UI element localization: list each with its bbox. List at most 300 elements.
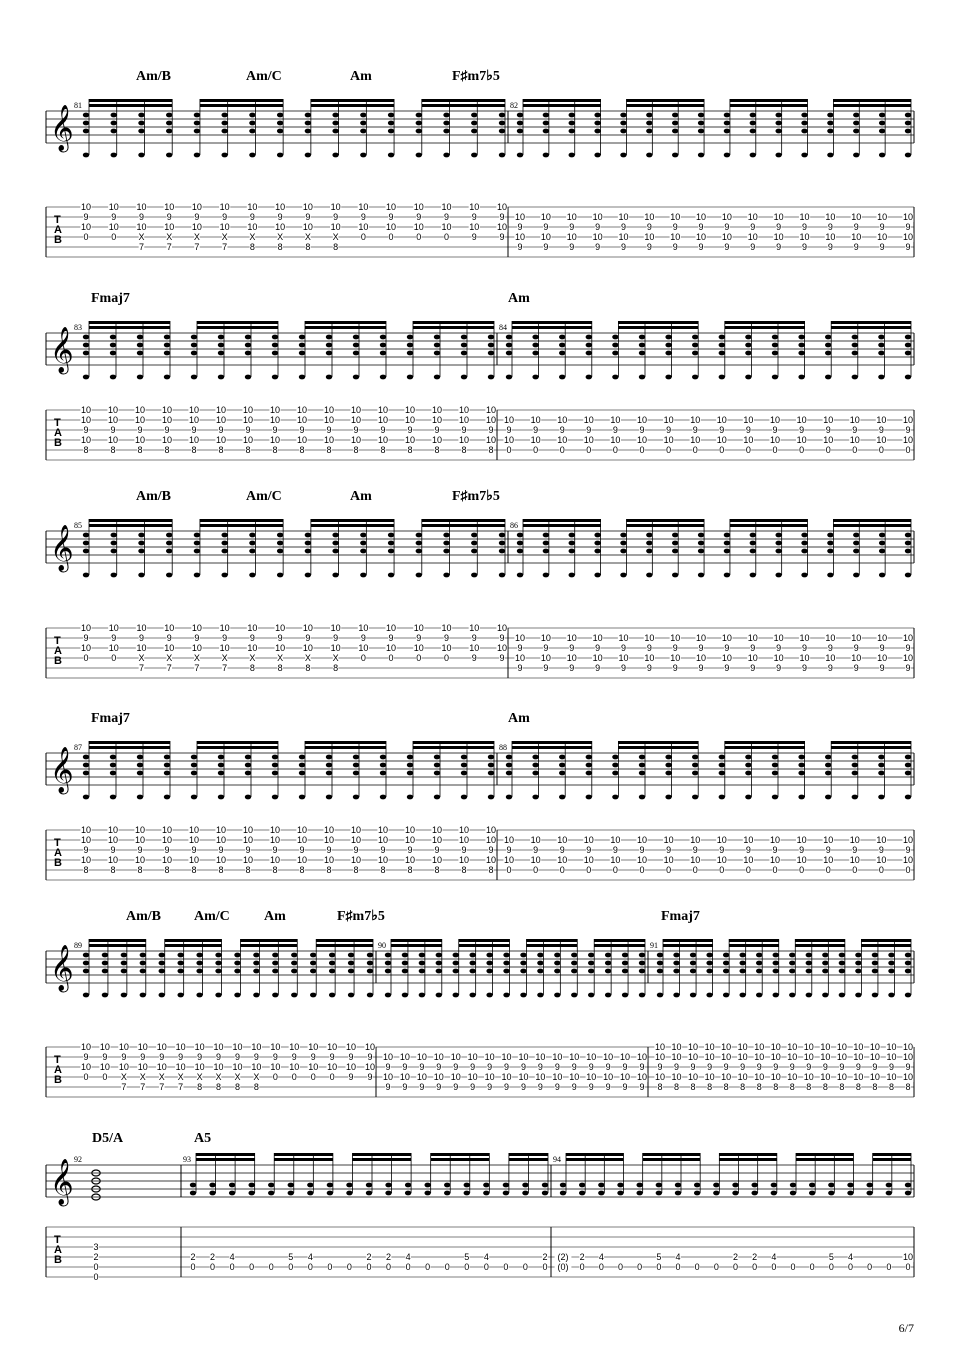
notehead [436, 961, 442, 966]
notehead [571, 993, 577, 998]
tab-number: 9 [218, 845, 224, 855]
system-5 [46, 909, 914, 1097]
tab-number: 10 [770, 1052, 781, 1062]
notehead [83, 351, 89, 356]
tab-number: 9 [191, 845, 197, 855]
notehead [253, 961, 259, 966]
tab-number: 8 [789, 1082, 795, 1092]
notehead [310, 969, 316, 974]
notehead [434, 771, 440, 776]
tab-number: 9 [470, 1062, 476, 1072]
notehead [277, 573, 283, 578]
notehead [83, 969, 89, 974]
notehead [571, 961, 577, 966]
notehead [665, 375, 671, 380]
notehead [559, 763, 565, 768]
tab-number: 9 [879, 663, 885, 673]
tab-number: 10 [346, 1042, 357, 1052]
tab-number: 10 [586, 1072, 597, 1082]
notehead [827, 129, 833, 134]
beam [594, 939, 645, 942]
notehead [503, 953, 509, 958]
tab-number: 9 [471, 232, 477, 242]
notehead [190, 1191, 196, 1196]
tab-number: 10 [164, 222, 175, 232]
tab-number: 10 [188, 855, 200, 865]
notehead [483, 1191, 489, 1196]
beam [523, 99, 601, 102]
tab-number: 10 [620, 1072, 631, 1082]
notehead [385, 969, 391, 974]
tab-number: 9 [789, 1062, 795, 1072]
notehead [416, 533, 422, 538]
notehead [698, 533, 704, 538]
tab-number: 0 [386, 1262, 392, 1272]
notehead [360, 129, 366, 134]
notehead [750, 129, 756, 134]
notehead [194, 573, 200, 578]
notehead [499, 549, 505, 554]
notehead [488, 771, 494, 776]
tab-number: X [138, 653, 145, 663]
notehead [554, 961, 560, 966]
notehead [402, 993, 408, 998]
tab-number: 9 [471, 653, 477, 663]
tab-number: 8 [253, 1082, 259, 1092]
notehead [905, 771, 911, 776]
notehead [559, 375, 565, 380]
notehead [772, 375, 778, 380]
notehead [801, 129, 807, 134]
tab-number: 8 [905, 1082, 911, 1092]
system-4 [46, 711, 914, 880]
tab-number: 9 [719, 845, 725, 855]
tab-number: 10 [586, 1052, 597, 1062]
tab-number: X [332, 653, 339, 663]
notehead [672, 541, 678, 546]
notehead [672, 121, 678, 126]
tab-number: 10 [721, 232, 732, 242]
tab-number: 9 [419, 1062, 425, 1072]
tab-number: 10 [592, 633, 603, 643]
notehead [586, 335, 592, 340]
notehead [360, 533, 366, 538]
notehead [532, 763, 538, 768]
notehead [646, 533, 652, 538]
tab-number: 0 [905, 865, 911, 875]
notehead [888, 993, 894, 998]
tab-number: 8 [434, 445, 440, 455]
tab-number: 10 [721, 212, 732, 222]
tab-number: 0 [210, 1262, 216, 1272]
tab-number: 10 [501, 1072, 512, 1082]
tab-number: 10 [654, 1052, 666, 1062]
notehead [221, 113, 227, 118]
notehead [673, 961, 679, 966]
notehead [138, 121, 144, 126]
notehead [291, 953, 297, 958]
notehead [367, 961, 373, 966]
notehead [166, 153, 172, 158]
notehead [772, 755, 778, 760]
tab-number: 9 [853, 643, 859, 653]
tab-number: 9 [305, 633, 311, 643]
notehead [102, 961, 108, 966]
notehead [839, 961, 845, 966]
tab-number: 8 [197, 1082, 203, 1092]
tab-number: 7 [166, 663, 172, 673]
notehead [798, 763, 804, 768]
measure-number: 92 [74, 1155, 82, 1164]
notehead [249, 541, 255, 546]
notehead [866, 1183, 872, 1188]
tab-number: 0 [425, 1262, 431, 1272]
notehead [326, 335, 332, 340]
notehead [853, 121, 859, 126]
notehead [872, 953, 878, 958]
notehead [853, 533, 859, 538]
tab-number: 10 [296, 855, 308, 865]
tab-number: 8 [461, 865, 467, 875]
notehead [461, 795, 467, 800]
tab-number: 10 [399, 1052, 410, 1062]
notehead [739, 961, 745, 966]
notehead [121, 961, 127, 966]
notehead [665, 343, 671, 348]
tab-number: 9 [543, 643, 549, 653]
notehead [537, 993, 543, 998]
tab-number: 5 [656, 1252, 662, 1262]
tab-number: 10 [136, 643, 147, 653]
tab-number: 9 [471, 633, 477, 643]
tab-number: 9 [360, 633, 366, 643]
notehead [672, 533, 678, 538]
beam [643, 1153, 701, 1156]
tab-number: 10 [136, 222, 147, 232]
tab-number: 8 [333, 663, 339, 673]
measure-84 [499, 291, 914, 455]
notehead [111, 129, 117, 134]
notehead [218, 755, 224, 760]
tab-number: 10 [825, 232, 836, 242]
tab-number: 9 [620, 643, 626, 653]
notehead [111, 541, 117, 546]
notehead [326, 343, 332, 348]
notehead [272, 969, 278, 974]
tab-number: 10 [232, 1042, 243, 1052]
notehead [855, 961, 861, 966]
tab-number: 10 [770, 1072, 781, 1082]
tab-number: 9 [672, 242, 678, 252]
tab-number: 10 [188, 415, 200, 425]
tab-number: 10 [803, 1042, 814, 1052]
notehead [657, 969, 663, 974]
notehead [639, 755, 645, 760]
notehead [461, 375, 467, 380]
tab-number: 9 [698, 663, 704, 673]
notehead [385, 1183, 391, 1188]
notehead [888, 961, 894, 966]
notehead [488, 795, 494, 800]
notehead [825, 343, 831, 348]
notehead [443, 153, 449, 158]
notehead [855, 969, 861, 974]
notehead [138, 153, 144, 158]
tab-number: 10 [902, 653, 914, 663]
beam [422, 99, 505, 102]
chord-symbol: Fmaj7 [661, 909, 700, 924]
notehead [639, 375, 645, 380]
tab-number: 10 [583, 435, 594, 445]
beam [663, 939, 713, 942]
notehead [905, 953, 911, 958]
notehead [348, 961, 354, 966]
notehead [380, 351, 386, 356]
notehead [706, 961, 712, 966]
notehead [723, 993, 729, 998]
notehead [853, 113, 859, 118]
notehead [772, 343, 778, 348]
tab-number: 9 [360, 212, 366, 222]
tab-number: 10 [382, 1052, 394, 1062]
beam [730, 99, 808, 102]
tab-number: 2 [210, 1252, 216, 1262]
tab-number: 8 [888, 1082, 894, 1092]
notehead [517, 129, 523, 134]
notehead [605, 953, 611, 958]
tab-number: 9 [488, 845, 494, 855]
tab-number: 9 [506, 845, 512, 855]
tab-number: 10 [877, 232, 888, 242]
notehead [177, 953, 183, 958]
tab-number: 8 [249, 663, 255, 673]
notehead [332, 113, 338, 118]
tab-number: 9 [222, 212, 228, 222]
notehead [83, 541, 89, 546]
notehead [905, 795, 911, 800]
tab-number: 9 [776, 222, 782, 232]
notehead [537, 961, 543, 966]
notehead [620, 121, 626, 126]
notehead [194, 121, 200, 126]
tab-number: 10 [485, 415, 497, 425]
notehead [886, 1183, 892, 1188]
tab-number: 0 [847, 1262, 854, 1272]
tab-number: 10 [902, 232, 914, 242]
measure-number: 81 [74, 101, 82, 110]
tab-number: 9 [178, 1052, 184, 1062]
notehead [790, 1183, 796, 1188]
notehead [672, 153, 678, 158]
beam [89, 524, 172, 527]
notehead [825, 351, 831, 356]
notehead [137, 795, 143, 800]
tab-number: 10 [769, 835, 781, 845]
tab-number: 0 [272, 1072, 278, 1082]
notehead [488, 335, 494, 340]
notehead [402, 953, 408, 958]
notehead [827, 573, 833, 578]
tab-number: 9 [407, 425, 413, 435]
notehead [471, 129, 477, 134]
beam [89, 104, 172, 107]
measure-93 [183, 1131, 548, 1272]
tab-number: 10 [796, 435, 807, 445]
tab-number: 10 [188, 825, 200, 835]
notehead [772, 335, 778, 340]
tab-number: 10 [552, 1072, 563, 1082]
tab-number: 8 [326, 865, 332, 875]
tab-number: 9 [745, 845, 751, 855]
notehead [745, 351, 751, 356]
tab-number: 10 [386, 623, 397, 633]
tab-number: 10 [156, 1042, 167, 1052]
tab-number: 9 [773, 1062, 779, 1072]
notehead [878, 375, 884, 380]
tab-number: 10 [485, 405, 497, 415]
notehead [307, 1191, 313, 1196]
notehead [879, 541, 885, 546]
tab-number: 9 [333, 633, 339, 643]
tab-number: 7 [178, 1082, 184, 1092]
tab-number: 10 [161, 435, 173, 445]
notehead [218, 343, 224, 348]
tab-number: 0 [666, 865, 672, 875]
notehead [692, 343, 698, 348]
tab-number: 9 [416, 633, 422, 643]
tab-number: 9 [724, 663, 730, 673]
notehead [698, 113, 704, 118]
tab-label-b: B [54, 857, 62, 869]
notehead [520, 953, 526, 958]
notehead [506, 763, 512, 768]
notehead [905, 549, 911, 554]
notehead [839, 969, 845, 974]
tab-number: 9 [488, 425, 494, 435]
tab-number: 10 [450, 1072, 461, 1082]
notehead [543, 533, 549, 538]
chord-symbol: Fmaj7 [91, 711, 130, 726]
notehead [471, 541, 477, 546]
notehead [636, 1191, 642, 1196]
notehead [83, 129, 89, 134]
tab-number: 9 [402, 1062, 408, 1072]
treble-clef-icon: 𝄞 [50, 327, 74, 373]
tab-number: 10 [358, 202, 369, 212]
notehead [83, 121, 89, 126]
notehead [852, 335, 858, 340]
notehead [110, 795, 116, 800]
notehead [503, 969, 509, 974]
tab-number: 10 [716, 855, 727, 865]
tab-number: 10 [108, 202, 119, 212]
tab-number: 10 [557, 835, 568, 845]
tab-number: 9 [537, 1082, 543, 1092]
tab-number: 4 [675, 1252, 681, 1262]
tab-number: 9 [855, 1062, 861, 1072]
tab-number: 9 [517, 222, 523, 232]
tab-number: 9 [444, 633, 450, 643]
tab-number: 10 [191, 623, 202, 633]
tab-number: 10 [737, 1042, 748, 1052]
tab-number: 10 [902, 415, 914, 425]
tab-number: 0 [692, 445, 698, 455]
notehead [839, 953, 845, 958]
beam [431, 1158, 490, 1161]
tab-number: 9 [605, 1082, 611, 1092]
beam [165, 944, 222, 947]
notehead [140, 953, 146, 958]
notehead [380, 763, 386, 768]
notehead [137, 755, 143, 760]
tab-number: 10 [799, 633, 810, 643]
notehead [532, 755, 538, 760]
tab-number: 10 [716, 415, 727, 425]
notehead [360, 113, 366, 118]
tab-number: X [215, 1072, 222, 1082]
notehead [690, 993, 696, 998]
notehead [305, 113, 311, 118]
tab-number: 10 [796, 835, 807, 845]
notehead [299, 351, 305, 356]
beam [512, 326, 592, 329]
tab-number: 9 [674, 1062, 680, 1072]
tab-number: 9 [194, 212, 200, 222]
tab-number: 0 [745, 445, 751, 455]
notehead [612, 351, 618, 356]
tab-number: 0 [713, 1262, 719, 1272]
notehead [801, 113, 807, 118]
beam [197, 746, 278, 749]
notehead [277, 153, 283, 158]
notehead [329, 961, 335, 966]
tab-number: 0 [825, 445, 831, 455]
tab-number: 9 [825, 425, 831, 435]
tab-number: 10 [251, 1062, 262, 1072]
tab-number: 9 [802, 242, 808, 252]
notehead [646, 121, 652, 126]
tab-number: 10 [302, 222, 313, 232]
tab-number: 0 [799, 865, 805, 875]
tab-number: 9 [569, 663, 575, 673]
notehead [852, 755, 858, 760]
tab-number: 9 [110, 845, 116, 855]
notehead [288, 1191, 294, 1196]
tab-number: 10 [636, 835, 648, 845]
notehead [102, 969, 108, 974]
tab-number: 9 [827, 663, 833, 673]
tab-number: 10 [747, 653, 758, 663]
beam [831, 321, 911, 324]
tab-number: 10 [136, 623, 147, 633]
notehead [83, 771, 89, 776]
beam [413, 326, 494, 329]
tab-number: 0 [533, 865, 539, 875]
chord-symbol: F♯m7♭5 [452, 69, 500, 84]
tab-number: 10 [404, 855, 416, 865]
tab-number: 10 [134, 415, 146, 425]
tab-number: 4 [405, 1252, 411, 1262]
notehead [745, 771, 751, 776]
notehead [407, 335, 413, 340]
notehead [532, 795, 538, 800]
tab-number: 0 [666, 445, 672, 455]
tab-label-a: A [54, 1064, 62, 1076]
notehead [177, 993, 183, 998]
notehead [471, 549, 477, 554]
tab-number: 10 [869, 1072, 880, 1082]
notehead [673, 993, 679, 998]
